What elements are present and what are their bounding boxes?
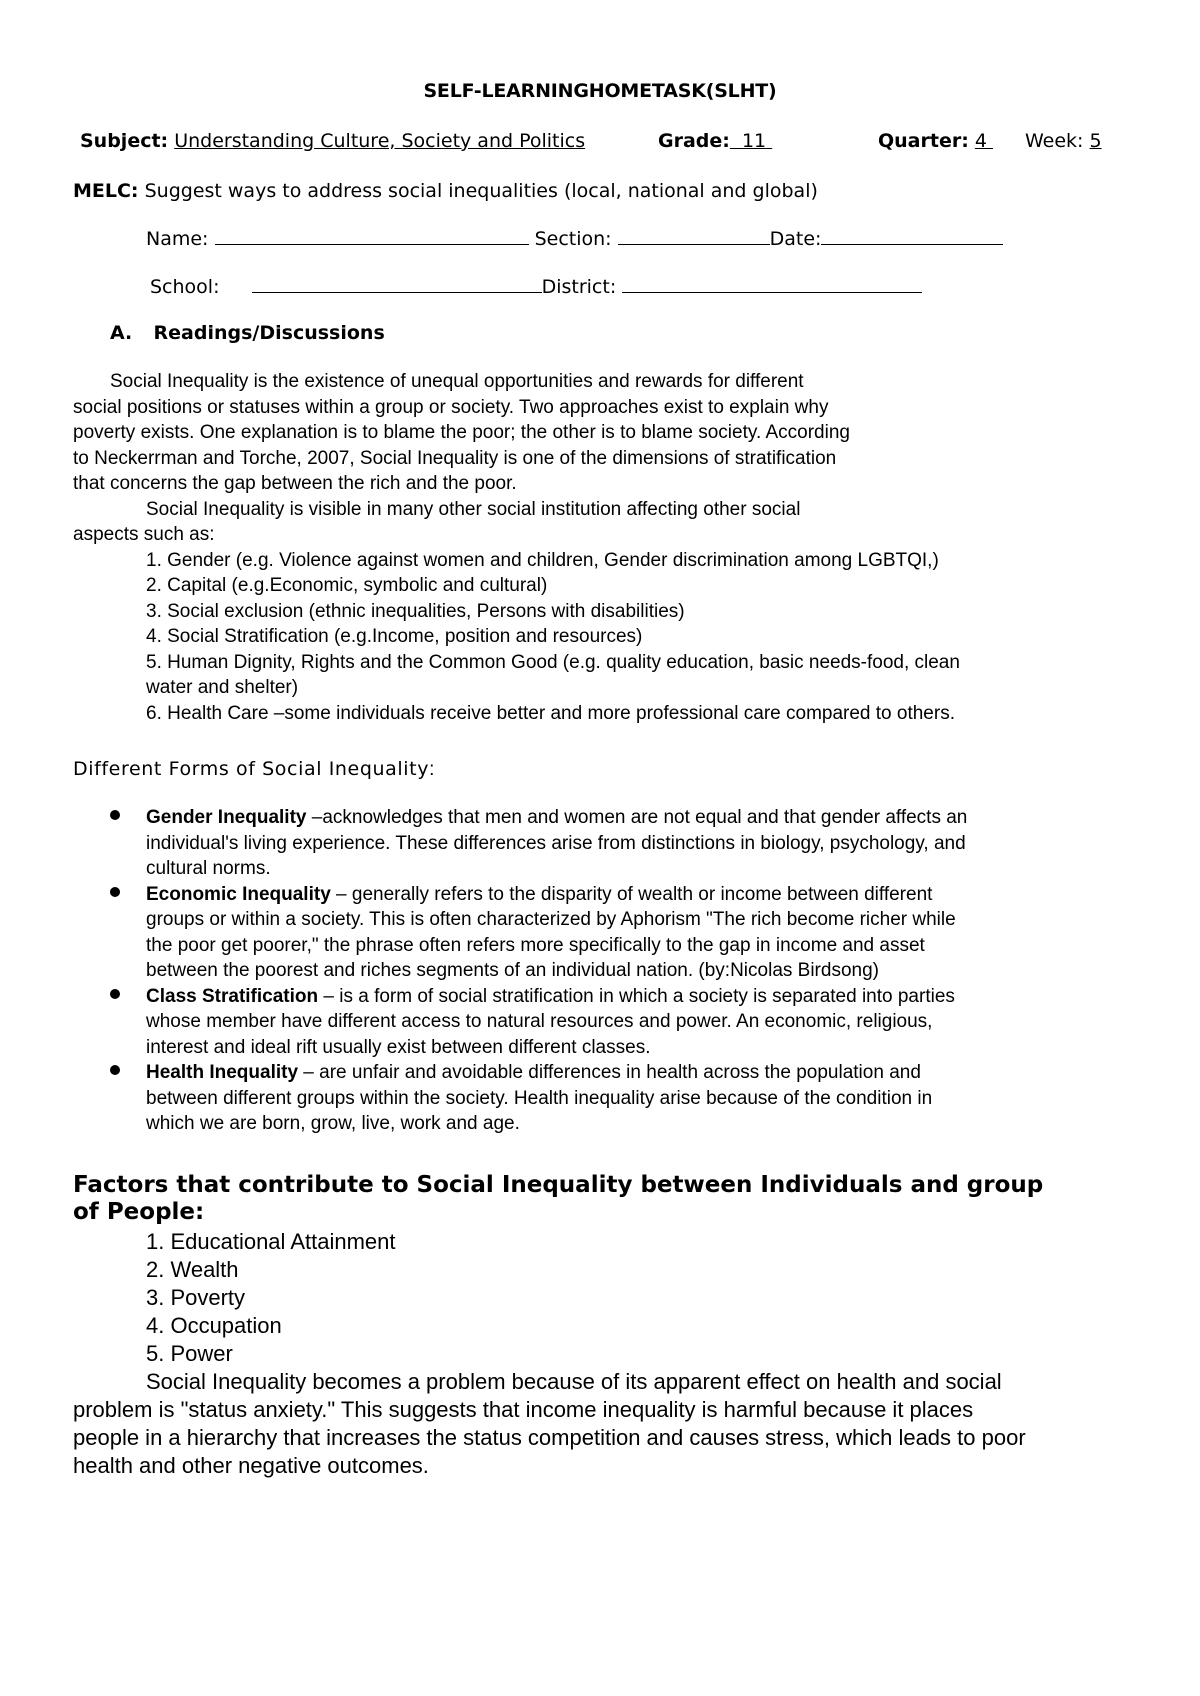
district-blank[interactable] xyxy=(622,276,922,293)
week-field xyxy=(1025,130,1102,152)
intro-line: Social Inequality is the existence of unequal opportunities and rewards for different xyxy=(110,371,804,392)
name-label: Name: xyxy=(146,228,209,250)
date-label: Date: xyxy=(769,228,822,250)
school-blank[interactable] xyxy=(252,276,542,293)
list-item: 3. Poverty xyxy=(146,1285,246,1310)
name-blank[interactable] xyxy=(215,228,529,245)
forms-list xyxy=(73,805,1133,1137)
section-a-title: Readings/Discussions xyxy=(153,322,385,344)
section-blank[interactable] xyxy=(618,228,770,245)
melc-label: MELC: xyxy=(73,180,139,202)
quarter-value: 4 xyxy=(974,130,987,152)
list-item: 3. Social exclusion (ethnic inequalities, Persons with disabilities) xyxy=(146,600,685,622)
list-item: 6. Health Care –some individuals receive better and more professional care compared to others. xyxy=(146,702,955,724)
grade-field xyxy=(658,130,772,152)
list-item: Health Inequality – are unfair and avoidable differences in health across the population and between different groups within the society. Health inequality arise because of the condition in which we are born, grow, live, work and age. xyxy=(73,1060,1133,1137)
list-item: 5. Human Dignity, Rights and the Common Good (e.g. quality education, basic needs-food, clean xyxy=(146,651,960,673)
list-item: Gender Inequality –acknowledges that men and women are not equal and that gender affects an individual's living experience. These differences arise from distinctions in biology, psychology, and cultural norms. xyxy=(73,805,1133,882)
bullet-icon xyxy=(110,1065,120,1075)
list-item: Economic Inequality – generally refers to the disparity of wealth or income between different groups or within a society. This is often characterized by Aphorism "The rich become richer while the poor get poorer," the phrase often refers more specifically to the gap in income and asset between the poorest and riches segments of an individual nation. (by:Nicolas Birdsong) xyxy=(73,882,1133,984)
form-term: Economic Inequality xyxy=(146,883,331,905)
list-item: 5. Power xyxy=(146,1341,233,1366)
quarter-field xyxy=(878,130,993,152)
list-item: Class Stratification – is a form of social stratification in which a society is separated into parties whose member have different access to natural resources and power. An economic, religious, interest and ideal rift usually exist between different classes. xyxy=(73,984,1133,1061)
subject-value: Understanding Culture, Society and Politics xyxy=(174,130,586,152)
list-item: 1. Gender (e.g. Violence against women and children, Gender discrimination among LGBTQI,) xyxy=(146,549,939,571)
aspects-list xyxy=(73,548,1133,727)
school-label: School: xyxy=(150,276,220,298)
forms-heading: Different Forms of Social Inequality: xyxy=(73,758,435,780)
intro-line: that concerns the gap between the rich and the poor. xyxy=(73,473,517,494)
week-label: Week: xyxy=(1025,130,1084,152)
intro-line: poverty exists. One explanation is to blame the poor; the other is to blame society. According xyxy=(73,422,850,443)
bullet-icon xyxy=(110,810,120,820)
list-item: 4. Social Stratification (e.g.Income, position and resources) xyxy=(146,626,643,647)
bullet-icon xyxy=(110,887,120,897)
subject-label: Subject: xyxy=(80,130,169,152)
melc-line xyxy=(73,180,818,202)
form-term: Gender Inequality xyxy=(146,807,307,828)
grade-value: 11 xyxy=(741,130,767,152)
section-a-heading xyxy=(110,322,385,344)
factors-heading: Factors that contribute to Social Inequality between Individuals and group of People: xyxy=(73,1172,1044,1225)
subject-field xyxy=(80,130,585,152)
intro-line: to Neckerrman and Torche, 2007, Social Inequality is one of the dimensions of stratification xyxy=(73,447,837,469)
factors-list xyxy=(73,1228,1153,1368)
section-a-marker: A. xyxy=(110,322,133,344)
document-title: SELF-LEARNINGHOMETASK(SLHT) xyxy=(423,80,777,102)
quarter-label: Quarter: xyxy=(878,130,969,152)
list-item: 4. Occupation xyxy=(146,1313,282,1338)
melc-text: Suggest ways to address social inequalities (local, national and global) xyxy=(144,180,818,202)
intro-line: social positions or statuses within a group or society. Two approaches exist to explain why xyxy=(73,396,829,418)
intro-line: aspects such as: xyxy=(73,524,215,545)
bullet-icon xyxy=(110,989,120,999)
date-blank[interactable] xyxy=(821,228,1003,245)
form-term: Health Inequality xyxy=(146,1062,299,1083)
form-term: Class Stratification xyxy=(146,985,319,1007)
list-item: 1. Educational Attainment xyxy=(146,1229,396,1254)
grade-label: Grade: xyxy=(658,130,730,152)
list-item: 2. Capital (e.g.Economic, symbolic and cultural) xyxy=(146,575,548,596)
list-item: water and shelter) xyxy=(146,677,299,698)
week-value: 5 xyxy=(1089,130,1102,152)
school-district-row xyxy=(150,276,922,298)
name-section-date-row xyxy=(146,228,1003,250)
section-label: Section: xyxy=(534,228,612,250)
intro-text xyxy=(73,369,1133,726)
intro-line: Social Inequality is visible in many other social institution affecting other social xyxy=(146,498,801,520)
district-label: District: xyxy=(541,276,617,298)
closing-paragraph: Social Inequality becomes a problem because of its apparent effect on health and social problem is "status anxiety." This suggests that income inequality is harmful because it places people in a hierarchy that increases the status competition and causes stress, which leads to poor health and other negative outcomes. xyxy=(73,1369,1026,1478)
list-item: 2. Wealth xyxy=(146,1257,239,1282)
